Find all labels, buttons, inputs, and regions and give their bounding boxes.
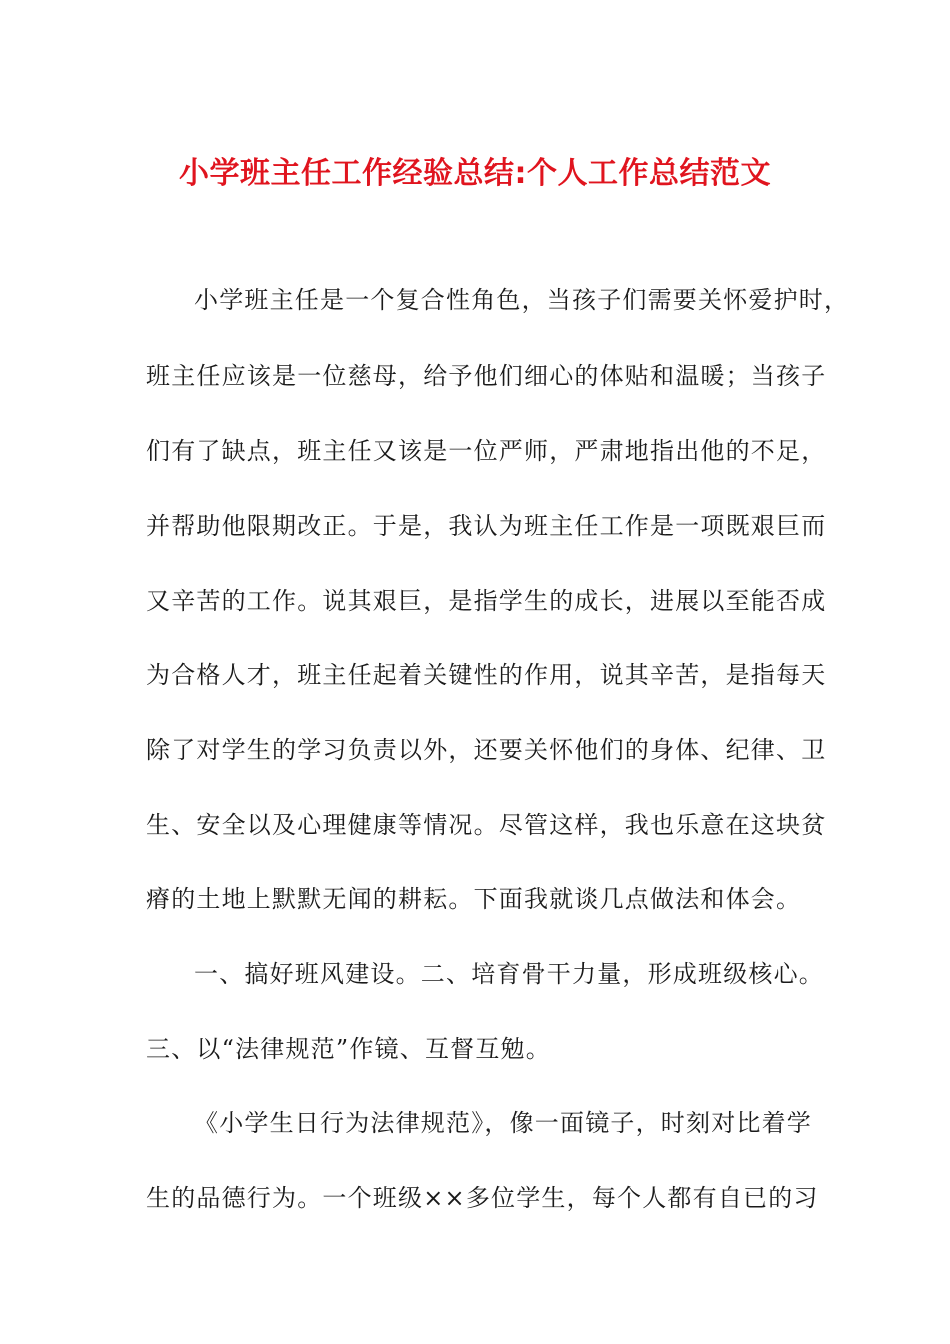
paragraph-line: 一、搞好班风建设。二、培育骨干力量，形成班级核心。 <box>194 960 824 988</box>
paragraph-line: 除了对学生的学习负责以外，还要关怀他们的身体、纪律、卫 <box>146 736 827 764</box>
paragraph-line: 小学班主任是一个复合性角色，当孩子们需要关怀爱护时， <box>194 286 850 314</box>
paragraph-line: 并帮助他限期改正。于是，我认为班主任工作是一项既艰巨而 <box>146 512 827 540</box>
paragraph-line: 《小学生日行为法律规范》，像一面镜子，时刻对比着学 <box>194 1109 812 1137</box>
paragraph-line: 为合格人才，班主任起着关键性的作用，说其辛苦，是指每天 <box>146 661 827 689</box>
paragraph-line: 生的品德行为。一个班级××多位学生，每个人都有自已的习 <box>146 1184 819 1212</box>
paragraph-line: 班主任应该是一位慈母，给予他们细心的体贴和温暖；当孩子 <box>146 362 827 390</box>
paragraph-line: 们有了缺点，班主任又该是一位严师，严肃地指出他的不足， <box>146 437 827 465</box>
paragraph-line: 瘠的土地上默默无闻的耕耘。下面我就谈几点做法和体会。 <box>146 885 802 913</box>
paragraph-line: 三、以“法律规范”作镜、互督互勉。 <box>146 1035 551 1063</box>
paragraph-line: 生、安全以及心理健康等情况。尽管这样，我也乐意在这块贫 <box>146 811 827 839</box>
document-title: 小学班主任工作经验总结:个人工作总结范文 <box>179 156 771 191</box>
paragraph-line: 又辛苦的工作。说其艰巨，是指学生的成长，进展以至能否成 <box>146 587 827 615</box>
